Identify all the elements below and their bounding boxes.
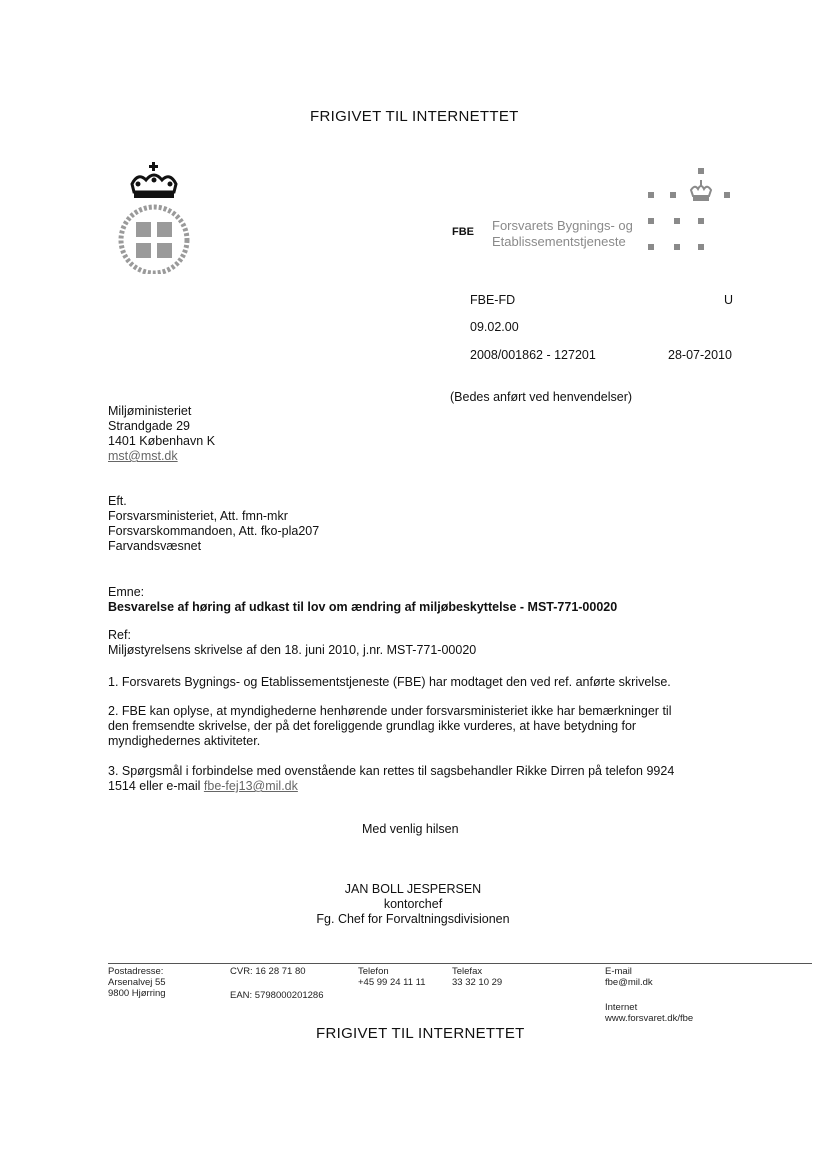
fbe-name-line2: Etablissementstjeneste — [492, 234, 626, 249]
paragraph-1: 1. Forsvarets Bygnings- og Etablissementstjeneste (FBE) har modtaget den ved ref. anførte skrivelse. — [108, 675, 671, 689]
recipient-address — [108, 404, 215, 464]
footer-internet-value: www.forsvaret.dk/fbe — [605, 1013, 694, 1024]
signatory-name: JAN BOLL JESPERSEN — [344, 882, 482, 896]
footer-address-label: Postadresse: — [108, 966, 164, 977]
classification: U — [724, 293, 734, 307]
footer-phone — [358, 966, 426, 988]
signature-block — [300, 882, 526, 927]
paragraph-2 — [108, 704, 671, 749]
signatory-role: Fg. Chef for Forvaltningsdivisionen — [316, 912, 510, 926]
footer-fax-number: 33 32 10 29 — [452, 977, 503, 988]
signatory-title: kontorchef — [383, 897, 443, 911]
footer-ean: EAN: 5798000201286 — [230, 990, 324, 1001]
ref-block — [108, 628, 476, 658]
footer-divider — [108, 963, 812, 964]
subject-text: Besvarelse af høring af udkast til lov om ændring af miljøbeskyttelse - MST-771-00020 — [108, 600, 618, 614]
footer-address — [108, 966, 166, 999]
fbe-dot-pattern-logo — [640, 166, 740, 256]
paragraph-3-line: 1514 eller e-mail — [108, 779, 204, 793]
footer-fax-label: Telefax — [452, 966, 483, 977]
closing-greeting: Med venlig hilsen — [362, 822, 459, 836]
recipient-email-link[interactable]: mst@mst.dk — [108, 449, 178, 463]
footer-phone-label: Telefon — [358, 966, 389, 977]
copies-block — [108, 494, 319, 554]
footer-address-street: Arsenalvej 55 — [108, 977, 166, 988]
copies-label: Eft. — [108, 494, 127, 508]
recipient-city: 1401 København K — [108, 434, 216, 448]
subject-label: Emne: — [108, 585, 145, 599]
footer-cvr: CVR: 16 28 71 80 — [230, 966, 306, 977]
journal-code: 09.02.00 — [470, 320, 519, 334]
footer-email-label: E-mail — [605, 966, 632, 977]
fbe-name-line1: Forsvarets Bygnings- og — [492, 218, 633, 233]
ref-label: Ref: — [108, 628, 131, 642]
ref-text: Miljøstyrelsens skrivelse af den 18. juni 2010, j.nr. MST-771-00020 — [108, 643, 477, 657]
recipient-name: Miljøministeriet — [108, 404, 192, 418]
crown-emblem-logo — [108, 162, 200, 274]
fbe-abbrev: FBE — [452, 226, 474, 238]
release-stamp-bottom: FRIGIVET TIL INTERNETTET — [316, 1025, 525, 1042]
release-stamp-top: FRIGIVET TIL INTERNETTET — [310, 108, 519, 125]
paragraph-3 — [108, 764, 674, 794]
footer-fax — [452, 966, 502, 988]
subject-block — [108, 585, 617, 615]
footer-email — [605, 966, 653, 988]
reference-note: (Bedes anført ved henvendelser) — [450, 390, 633, 404]
copy-recipient: Farvandsvæsnet — [108, 539, 202, 553]
footer-phone-number: +45 99 24 11 11 — [358, 977, 426, 988]
recipient-street: Strandgade 29 — [108, 419, 191, 433]
case-number: 2008/001862 - 127201 — [470, 348, 596, 362]
paragraph-2-line: myndighedernes aktiviteter. — [108, 734, 261, 748]
paragraph-3-line: 3. Spørgsmål i forbindelse med ovenstående kan rettes til sagsbehandler Rikke Dirren på telefon 9924 — [108, 764, 675, 778]
paragraph-2-line: den fremsendte skrivelse, der på det foreliggende grundlag ikke vurderes, at have betydning for — [108, 719, 637, 733]
footer-internet — [605, 1002, 693, 1024]
footer-internet-label: Internet — [605, 1002, 638, 1013]
letter-date: 28-07-2010 — [668, 348, 732, 362]
footer-address-city: 9800 Hjørring — [108, 988, 166, 999]
copy-recipient: Forsvarskommandoen, Att. fko-pla207 — [108, 524, 320, 538]
footer-email-value: fbe@mil.dk — [605, 977, 653, 988]
copy-recipient: Forsvarsministeriet, Att. fmn-mkr — [108, 509, 288, 523]
case-handler-email-link[interactable]: fbe-fej13@mil.dk — [203, 779, 298, 793]
paragraph-2-line: 2. FBE kan oplyse, at myndighederne henhørende under forsvarsministeriet ikke har bemærkninger til — [108, 704, 672, 718]
office-code: FBE-FD — [470, 293, 516, 307]
